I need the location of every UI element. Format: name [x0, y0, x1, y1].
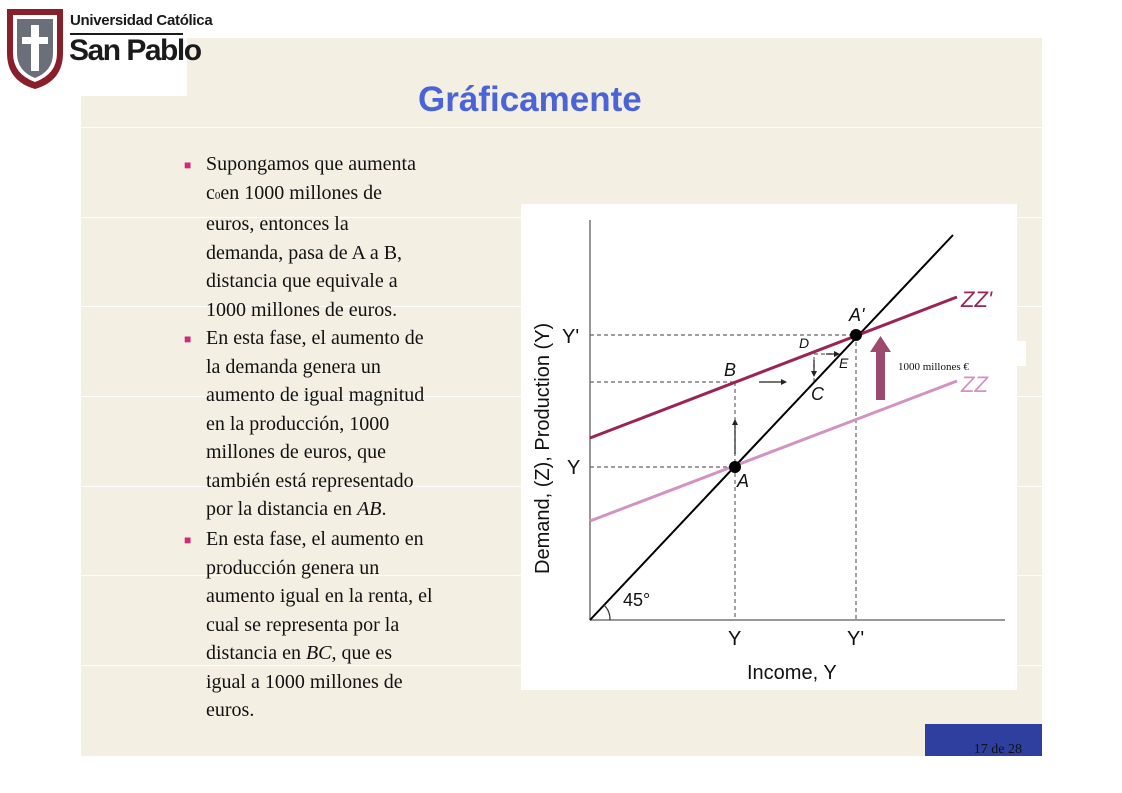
text-line: en la producción, 1000 — [206, 412, 390, 435]
text-line: igual a 1000 millones de — [206, 670, 403, 693]
chart-panel — [521, 204, 1017, 690]
text-line: producción genera un — [206, 556, 380, 579]
text-line: euros. — [206, 699, 255, 721]
x-tick-label-y: Y — [728, 628, 742, 650]
text-line: aumento igual en la renta, el — [206, 585, 433, 607]
slide-title: Gráficamente — [418, 80, 642, 119]
text-line: Supongamos que aumenta — [206, 153, 416, 175]
logo-university-name: Universidad Católica — [70, 12, 213, 29]
text-line: por la distancia en AB. — [206, 498, 387, 520]
series-zz-label: ZZ — [961, 372, 988, 397]
text-line: c0en 1000 millones de — [206, 181, 383, 204]
y-tick-label-yprime: Y' — [562, 326, 580, 348]
series-zzprime-label: ZZ' — [961, 287, 993, 312]
text-line: En esta fase, el aumento de — [206, 327, 424, 349]
keynesian-cross-chart — [521, 204, 1017, 690]
text-line: millones de euros, que — [206, 441, 386, 463]
y-axis-title: Demand, (Z), Production (Y) — [532, 322, 554, 574]
page-badge — [925, 724, 1042, 756]
crest-icon — [4, 3, 66, 91]
x-tick-label-yprime: Y' — [847, 628, 865, 650]
angle-arc — [604, 605, 610, 620]
callout-box — [1016, 341, 1026, 366]
logo-campus-name: San Pablo — [69, 34, 201, 67]
point-a-prime — [850, 329, 862, 341]
angle-label: 45° — [623, 590, 651, 610]
shift-arrow-head — [870, 336, 891, 352]
text-line: aumento de igual magnitud — [206, 384, 425, 406]
text-line: también está representado — [206, 469, 414, 492]
shift-arrow-shaft — [876, 352, 885, 400]
point-label-c: C — [811, 384, 824, 404]
text-line: distancia en BC, que es — [206, 642, 393, 664]
series-zz-line — [590, 381, 957, 521]
bullet-3-text — [184, 525, 433, 725]
university-logo — [0, 0, 213, 96]
point-label-a-prime: A' — [849, 305, 865, 325]
45-degree-line — [590, 235, 953, 620]
bullet-marker-icon: ■ — [184, 158, 192, 172]
page-number: 17 de 28 — [973, 742, 1022, 757]
text-line: cual se representa por la — [206, 613, 400, 636]
point-label-e: E — [839, 355, 849, 371]
text-line: euros, entonces la — [206, 213, 349, 235]
shift-label: 1000 millones € — [898, 361, 969, 373]
point-label-b: B — [724, 360, 737, 380]
text-line: demanda, pasa de A a B, — [206, 241, 403, 264]
text-line: 1000 millones de euros. — [206, 298, 398, 321]
text-line: la demanda genera un — [206, 355, 381, 378]
y-tick-label-y: Y — [567, 457, 581, 479]
x-axis-title: Income, Y — [747, 662, 837, 684]
bullet-marker-icon: ■ — [184, 533, 192, 547]
text-line: distancia que equivale a — [206, 270, 398, 292]
bullet-marker-icon: ■ — [184, 332, 192, 346]
text-line: En esta fase, el aumento en — [206, 528, 424, 550]
bullet-2-text — [184, 324, 425, 524]
slide-rule — [81, 127, 1042, 128]
bullet-1-text — [184, 150, 416, 324]
point-label-d: D — [799, 335, 810, 351]
point-label-a: A — [737, 471, 750, 491]
